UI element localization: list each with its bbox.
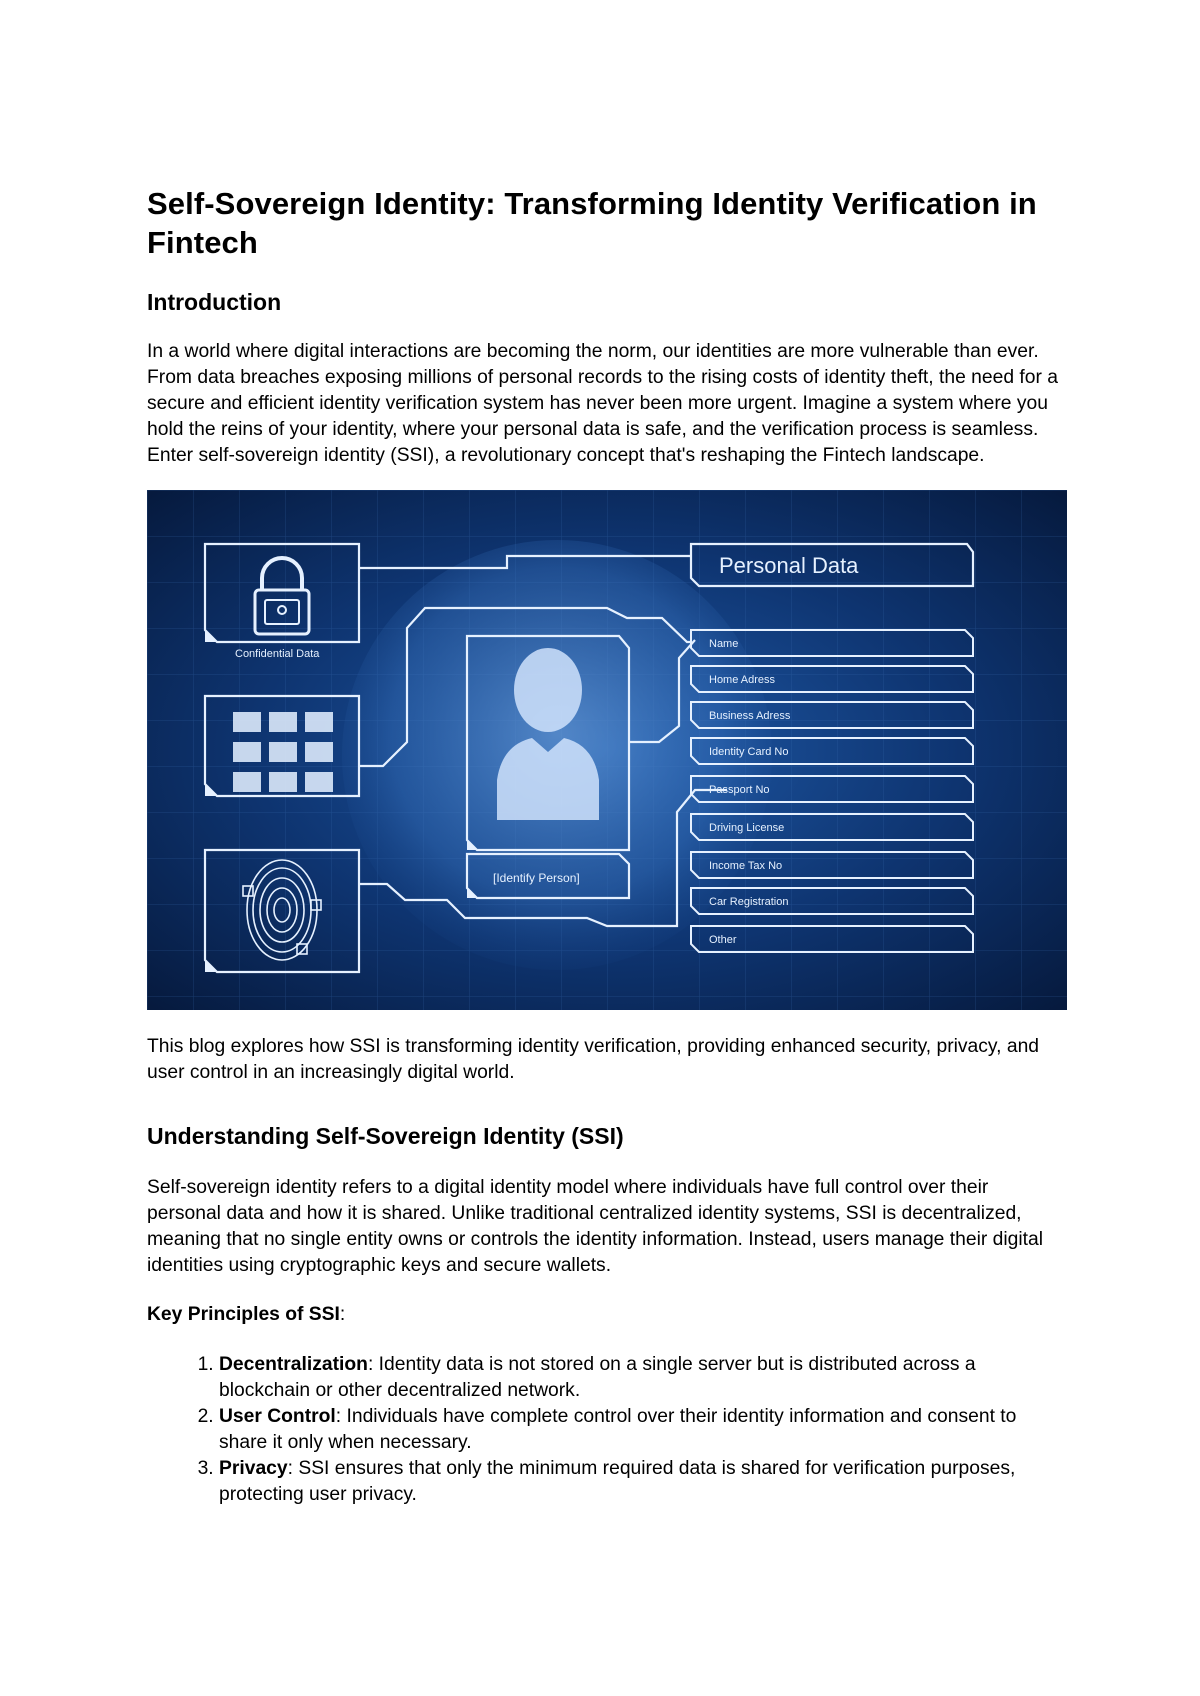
principle-text: : Individuals have complete control over their identity information and consent to share it only when necessary. [219, 1406, 1017, 1453]
principle-text: : SSI ensures that only the minimum required data is shared for verification purposes, protecting user privacy. [219, 1458, 1016, 1505]
field-label: Passport No [709, 784, 770, 796]
identify-person-label: [Identify Person] [493, 871, 580, 885]
identity-data-illustration [147, 490, 1067, 1010]
field-label: Car Registration [709, 896, 789, 908]
field-label: Income Tax No [709, 860, 783, 872]
ssi-paragraph: Self-sovereign identity refers to a digital identity model where individuals have full control over their personal data and how it is shared. Unlike traditional centralized identity systems, SSI is decentralized, meaning that no single entity owns or controls the identity information. Instead, users manage their digital identities using cryptographic keys and secure wallets. [147, 1177, 1044, 1276]
blog-paragraph: This blog explores how SSI is transforming identity verification, providing enhanced security, privacy, and user control in an increasingly digital world. [147, 1036, 1040, 1083]
field-label: Home Adress [709, 674, 776, 686]
list-item [219, 1352, 1067, 1404]
intro-heading: Introduction [147, 289, 282, 315]
list-item [219, 1404, 1067, 1456]
folders-icon [233, 712, 333, 792]
document-content [147, 184, 1067, 1508]
principle-term: Decentralization [219, 1354, 368, 1375]
principles-list [147, 1352, 1067, 1508]
principles-heading: Key Principles of SSI [147, 1304, 340, 1325]
ssi-heading: Understanding Self-Sovereign Identity (SSI) [147, 1123, 624, 1149]
field-label: Driving License [709, 822, 785, 834]
principle-term: Privacy [219, 1458, 288, 1479]
principle-text: : Identity data is not stored on a single server but is distributed across a blockchain or other decentralized network. [219, 1354, 976, 1401]
field-label: Other [709, 934, 737, 946]
field-label: Name [709, 638, 739, 650]
principles-colon: : [339, 1304, 346, 1325]
principle-term: User Control [219, 1406, 336, 1427]
field-label: Identity Card No [709, 746, 789, 758]
principles-heading-line [147, 1302, 1067, 1328]
confidential-data-label: Confidential Data [235, 648, 320, 660]
intro-paragraph: In a world where digital interactions are becoming the norm, our identities are more vulnerable than ever. From data breaches exposing millions of personal records to the rising costs of identity theft, the need for a secure and efficient identity verification system has never been more urgent. Imagine a system where you hold the reins of your identity, where your personal data is safe, and the verification process is seamless. Enter self-sovereign identity (SSI), a revolutionary concept that's reshaping the Fintech landscape. [147, 341, 1058, 466]
list-item [219, 1456, 1067, 1508]
document-title: Self-Sovereign Identity: Transforming Identity Verification in Fintech [147, 186, 1037, 260]
field-label: Business Adress [709, 710, 791, 722]
personal-data-panel-title: Personal Data [719, 553, 859, 578]
